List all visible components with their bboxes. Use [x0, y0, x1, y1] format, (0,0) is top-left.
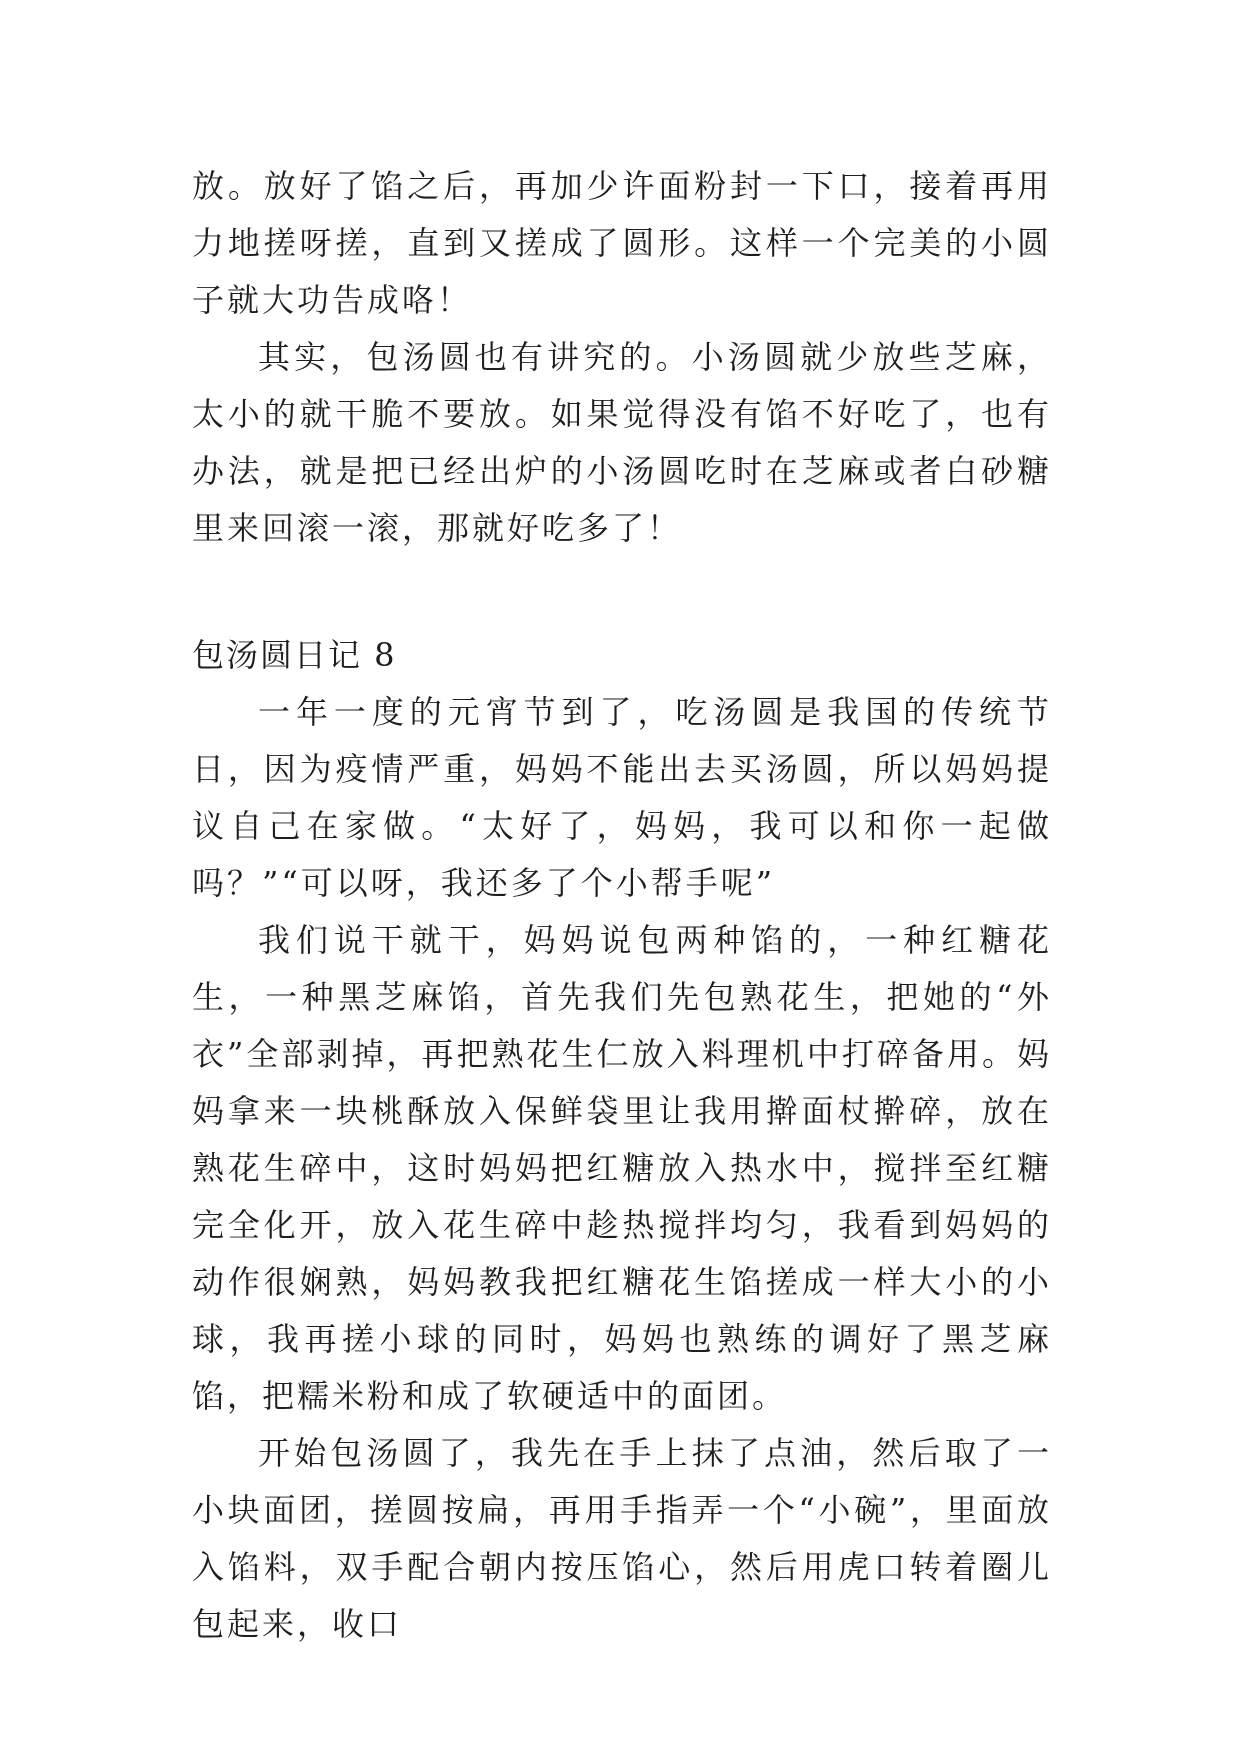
paragraph-tips: 其实，包汤圆也有讲究的。小汤圆就少放些芝麻，太小的就干脆不要放。如果觉得没有馅不好吃了，也有办法，就是把已经出炉的小汤圆吃时在芝麻或者白砂糖里来回滚一滚，那就好吃多了！	[192, 338, 1052, 547]
paragraph-intro: 一年一度的元宵节到了，吃汤圆是我国的传统节日，因为疫情严重，妈妈不能出去买汤圆，所以妈妈提议自己在家做。“太好了，妈妈，我可以和你一起做吗？”“可以呀，我还多了个小帮手呢”	[192, 693, 1052, 902]
paragraph-filling: 我们说干就干，妈妈说包两种馅的，一种红糖花生，一种黑芝麻馅，首先我们先包熟花生，把她的“外衣”全部剥掉，再把熟花生仁放入料理机中打碎备用。妈妈拿来一块桃酥放入保鲜袋里让我用擀面杖擀碎，放在熟花生碎中，这时妈妈把红糖放入热水中，搅拌至红糖完全化开，放入花生碎中趁热搅拌均匀，我看到妈妈的动作很娴熟，妈妈教我把红糖花生馅搓成一样大小的小球，我再搓小球的同时，妈妈也熟练的调好了黑芝麻馅，把糯米粉和成了软硬适中的面团。	[192, 921, 1052, 1415]
document-body	[192, 158, 1052, 1653]
paragraph-continuation: 放。放好了馅之后，再加少许面粉封一下口，接着再用力地搓呀搓，直到又搓成了圆形。这样一个完美的小圆子就大功告成咯！	[192, 167, 1052, 319]
paragraph-wrapping: 开始包汤圆了，我先在手上抹了点油，然后取了一小块面团，搓圆按扁，再用手指弄一个“小碗”，里面放入馅料，双手配合朝内按压馅心，然后用虎口转着圈儿包起来，收口	[192, 1434, 1052, 1643]
section-title: 包汤圆日记 8	[192, 636, 397, 674]
